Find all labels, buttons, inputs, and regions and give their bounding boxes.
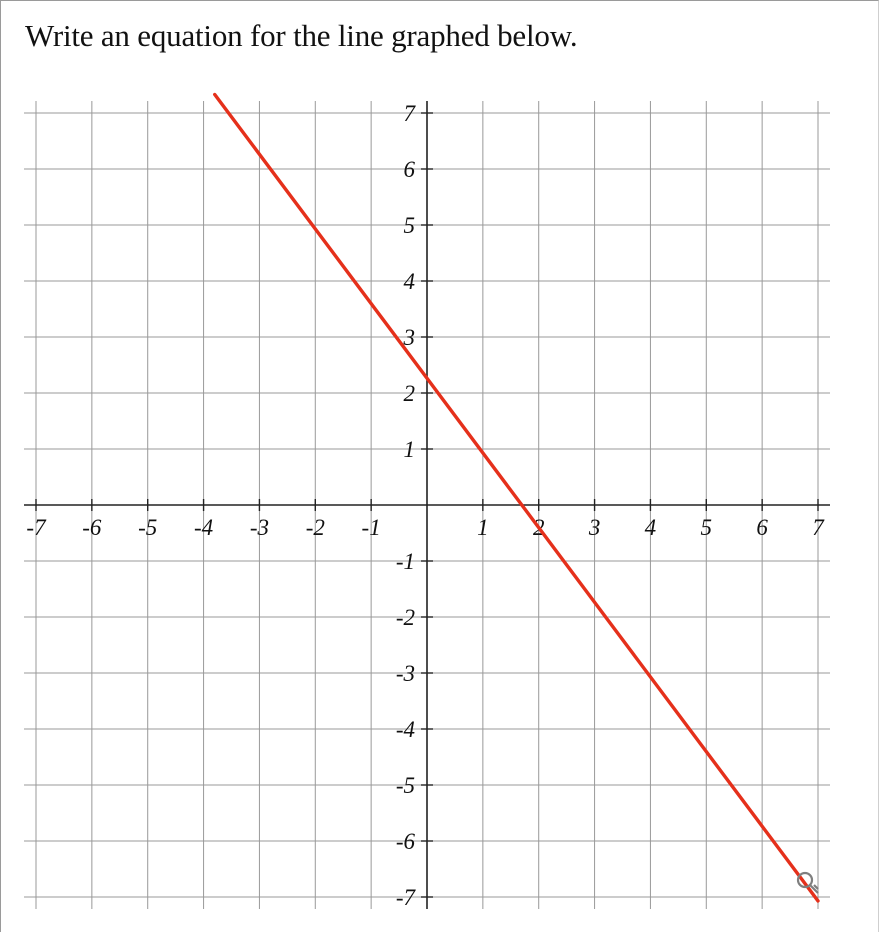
y-tick-label: 6 (403, 157, 415, 182)
y-tick-label: 3 (403, 325, 415, 350)
x-tick-label: -3 (249, 515, 270, 540)
x-tick-label: -6 (82, 515, 102, 540)
plot-area (215, 95, 818, 901)
y-tick-label: -6 (395, 829, 415, 854)
x-tick-label: 5 (700, 515, 713, 540)
y-tick-label: -7 (395, 885, 415, 910)
x-tick-label: -1 (361, 515, 381, 540)
y-tick-label: 7 (403, 101, 415, 126)
y-tick-label: -3 (395, 661, 415, 686)
x-tick-label: 2 (532, 515, 545, 540)
x-tick-label: 7 (812, 515, 824, 540)
y-tick-label: -1 (395, 549, 415, 574)
x-tick-label: -7 (26, 515, 46, 540)
x-tick-label: -2 (305, 515, 325, 540)
x-tick-label: 1 (477, 515, 489, 540)
question-prompt: Write an equation for the line graphed below. (25, 18, 578, 53)
axes (24, 101, 830, 909)
y-tick-label: 4 (403, 269, 415, 294)
x-tick-label: -4 (193, 515, 214, 540)
y-tick-label: -4 (395, 717, 415, 742)
graphed-line (215, 95, 818, 901)
x-tick-label: -5 (138, 515, 158, 540)
x-tick-label: 6 (756, 515, 768, 540)
y-tick-label: 5 (403, 213, 415, 238)
y-tick-label: 1 (403, 437, 415, 462)
x-tick-label: 4 (644, 515, 657, 540)
x-tick-labels (26, 515, 825, 540)
x-tick-label: 3 (588, 515, 601, 540)
y-tick-label: 2 (403, 381, 415, 406)
y-tick-label: -2 (395, 605, 415, 630)
y-tick-label: -5 (395, 773, 415, 798)
